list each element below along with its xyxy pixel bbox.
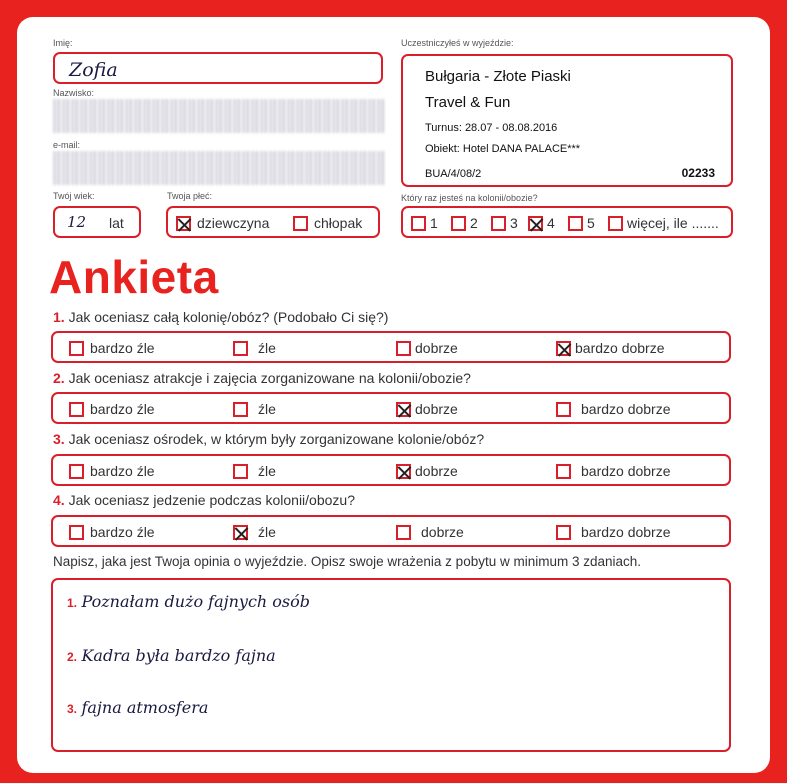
question-1: 1. Jak oceniasz całą kolonię/obóz? (Podobało Ci się?) xyxy=(53,309,389,325)
age-value: 12 xyxy=(67,213,87,231)
option-dobrze[interactable]: dobrze xyxy=(396,462,458,479)
question-3: 3. Jak oceniasz ośrodek, w którym były zorganizowane kolonie/obóz? xyxy=(53,431,485,447)
option-bardzo-zle[interactable]: bardzo źle xyxy=(69,400,155,417)
trip-destination: Bułgaria - Złote Piaski xyxy=(425,68,571,85)
question-2-options xyxy=(51,392,731,424)
checkbox-icon[interactable] xyxy=(69,525,84,540)
checkbox-icon[interactable] xyxy=(491,216,506,231)
opinion-line-2: 2. Kadra była bardzo fajna xyxy=(67,646,276,665)
age-unit: lat xyxy=(109,215,124,231)
trip-label: Uczestniczyłeś w wyjeździe: xyxy=(401,38,514,48)
question-4: 4. Jak oceniasz jedzenie podczas kolonii/obozu? xyxy=(53,492,355,508)
times-label: Który raz jesteś na kolonii/obozie? xyxy=(401,193,538,203)
checkbox-icon[interactable] xyxy=(556,341,571,356)
option-bardzo-zle[interactable]: bardzo źle xyxy=(69,339,155,356)
gender-field xyxy=(166,206,380,238)
checkbox-icon[interactable] xyxy=(451,216,466,231)
option-zle[interactable]: źle xyxy=(233,523,276,540)
times-option-5[interactable]: 5 xyxy=(568,214,595,231)
checkbox-icon[interactable] xyxy=(528,216,543,231)
survey-title: Ankieta xyxy=(49,251,219,303)
checkbox-icon[interactable] xyxy=(233,525,248,540)
option-bardzo-dobrze[interactable]: bardzo dobrze xyxy=(556,462,671,479)
times-option-1[interactable]: 1 xyxy=(411,214,438,231)
checkbox-icon[interactable] xyxy=(69,341,84,356)
surname-label: Nazwisko: xyxy=(53,88,95,98)
question-4-options xyxy=(51,515,731,547)
option-bardzo-zle[interactable]: bardzo źle xyxy=(69,462,155,479)
checkbox-icon[interactable] xyxy=(568,216,583,231)
checkbox-icon[interactable] xyxy=(233,402,248,417)
opinion-line-1: 1. Poznałam dużo fajnych osób xyxy=(67,592,311,611)
checkbox-icon[interactable] xyxy=(233,464,248,479)
gender-option-boy[interactable]: chłopak xyxy=(293,214,362,231)
option-dobrze[interactable]: dobrze xyxy=(396,400,458,417)
trip-organizer: Travel & Fun xyxy=(425,94,511,111)
checkbox-icon[interactable] xyxy=(608,216,623,231)
email-label: e-mail: xyxy=(53,140,81,150)
checkbox-icon[interactable] xyxy=(396,464,411,479)
times-option-3[interactable]: 3 xyxy=(491,214,518,231)
trip-obiekt: Obiekt: Hotel DANA PALACE*** xyxy=(425,143,581,155)
option-zle[interactable]: źle xyxy=(233,400,276,417)
option-zle[interactable]: źle xyxy=(233,339,276,356)
trip-number: 02233 xyxy=(681,166,715,180)
option-zle[interactable]: źle xyxy=(233,462,276,479)
name-label: Imię: xyxy=(53,38,73,48)
question-1-options xyxy=(51,331,731,363)
opinion-prompt: Napisz, jaka jest Twoja opinia o wyjeździe. Opisz swoje wrażenia z pobytu w minimum 3 zdaniach. xyxy=(53,554,642,569)
gender-option-girl[interactable]: dziewczyna xyxy=(176,214,269,231)
trip-info-box xyxy=(401,54,733,187)
option-bardzo-dobrze[interactable]: bardzo dobrze xyxy=(556,523,671,540)
checkbox-icon[interactable] xyxy=(411,216,426,231)
option-bardzo-dobrze[interactable]: bardzo dobrze xyxy=(556,400,671,417)
checkbox-icon[interactable] xyxy=(293,216,308,231)
option-bardzo-zle[interactable]: bardzo źle xyxy=(69,523,155,540)
option-bardzo-dobrze[interactable]: bardzo dobrze xyxy=(556,339,665,356)
checkbox-icon[interactable] xyxy=(396,341,411,356)
opinion-line-3: 3. fajna atmosfera xyxy=(67,698,209,717)
checkbox-icon[interactable] xyxy=(556,525,571,540)
checkbox-icon[interactable] xyxy=(176,216,191,231)
trip-turnus: Turnus: 28.07 - 08.08.2016 xyxy=(425,122,558,134)
surname-redacted xyxy=(53,99,385,133)
name-field[interactable] xyxy=(53,52,383,84)
checkbox-icon[interactable] xyxy=(69,464,84,479)
times-option-4[interactable]: 4 xyxy=(528,214,555,231)
checkbox-icon[interactable] xyxy=(556,464,571,479)
times-option-more[interactable]: więcej, ile ....... xyxy=(608,214,719,231)
times-field xyxy=(401,206,733,238)
age-label: Twój wiek: xyxy=(53,191,95,201)
checkbox-icon[interactable] xyxy=(69,402,84,417)
checkbox-icon[interactable] xyxy=(233,341,248,356)
question-3-options xyxy=(51,454,731,486)
gender-label: Twoja płeć: xyxy=(167,191,213,201)
times-option-2[interactable]: 2 xyxy=(451,214,478,231)
trip-code: BUA/4/08/2 xyxy=(425,168,482,180)
age-field[interactable] xyxy=(53,206,141,238)
checkbox-icon[interactable] xyxy=(396,402,411,417)
opinion-textarea[interactable] xyxy=(51,578,731,752)
checkbox-icon[interactable] xyxy=(396,525,411,540)
survey-form xyxy=(17,17,770,773)
email-redacted xyxy=(53,151,385,185)
option-dobrze[interactable]: dobrze xyxy=(396,339,458,356)
question-2: 2. Jak oceniasz atrakcje i zajęcia zorganizowane na kolonii/obozie? xyxy=(53,370,471,386)
checkbox-icon[interactable] xyxy=(556,402,571,417)
option-dobrze[interactable]: dobrze xyxy=(396,523,464,540)
name-value: Zofia xyxy=(69,59,118,81)
